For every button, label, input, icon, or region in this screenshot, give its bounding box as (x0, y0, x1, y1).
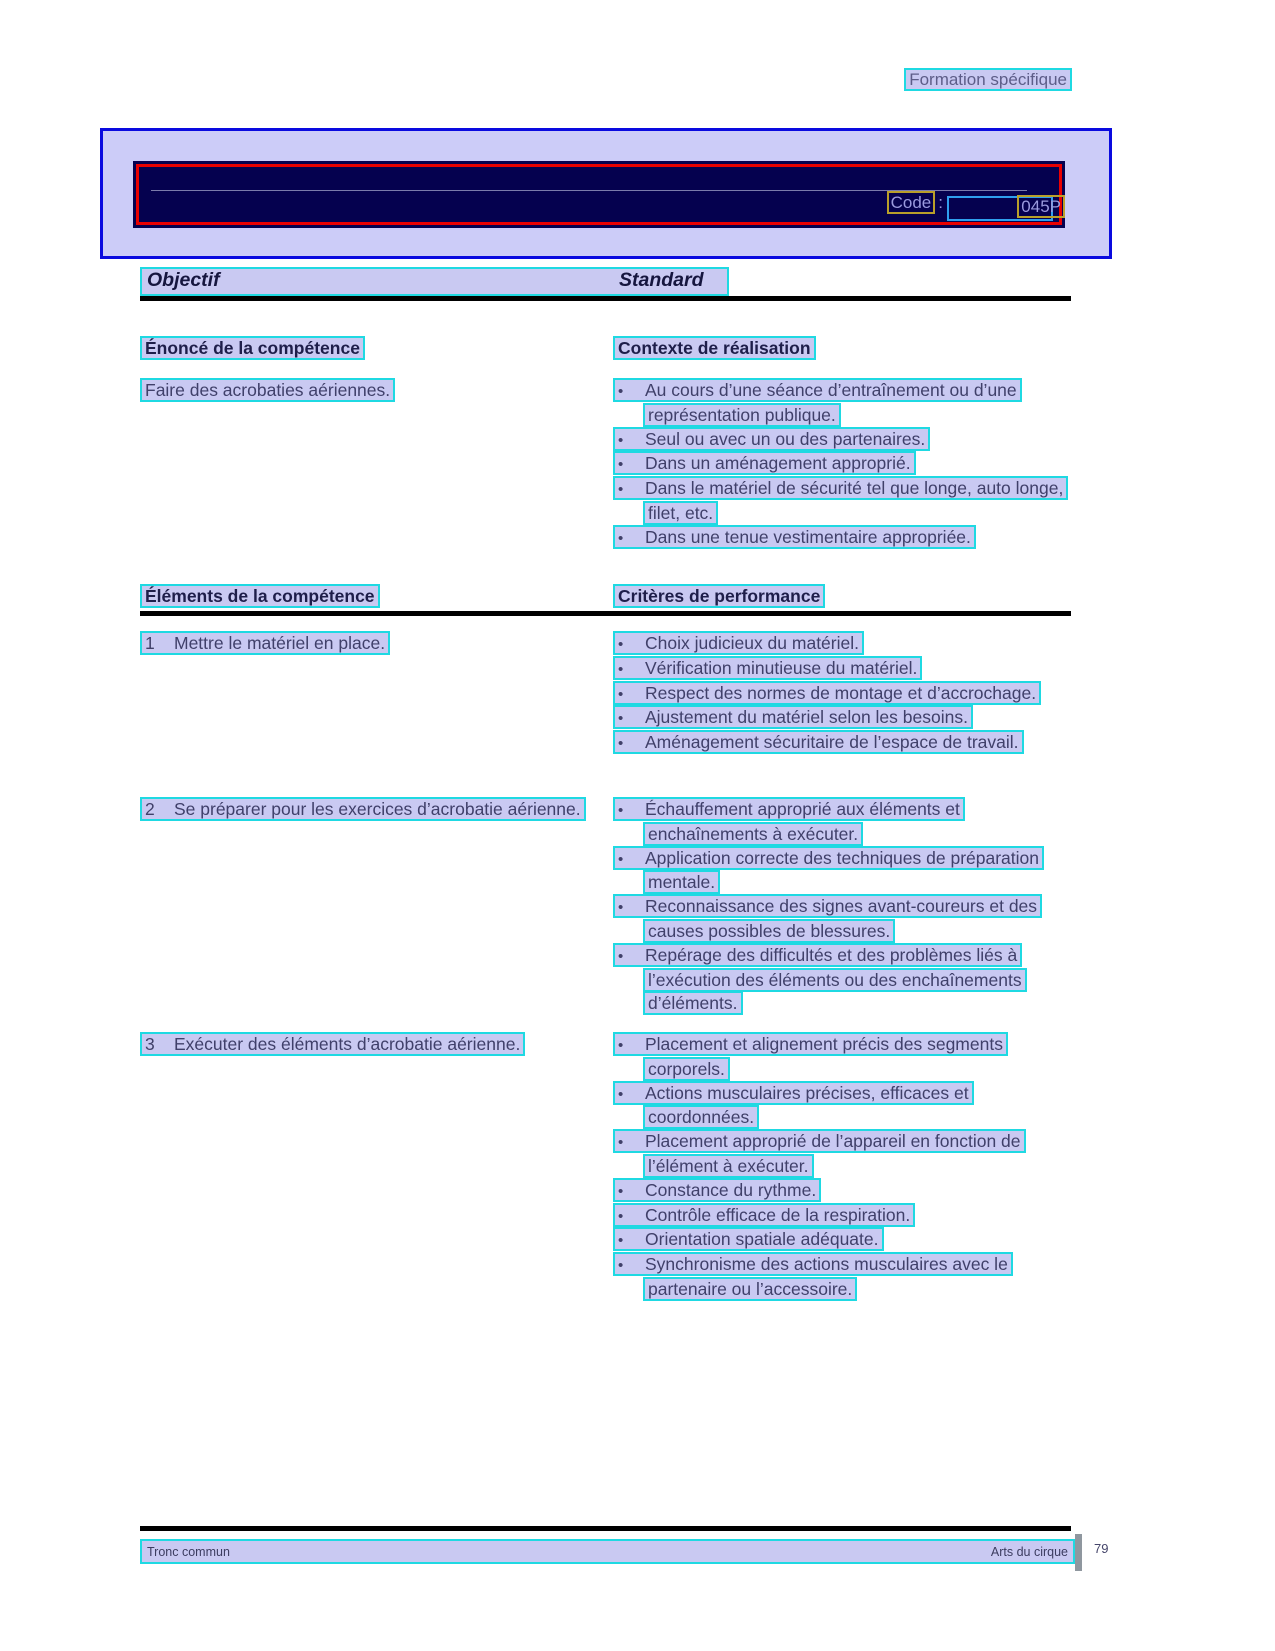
criteria-text: Respect des normes de montage et d’accrochage. (645, 682, 1037, 703)
horizontal-rule (140, 611, 1071, 616)
performance-criteria-list (613, 632, 1065, 756)
bullet-list (613, 632, 1065, 756)
performance-criteria-header: Critères de performance (613, 586, 825, 607)
criteria-item (613, 1082, 1065, 1131)
highlighted-text (613, 656, 922, 680)
criteria-item (613, 526, 1065, 551)
highlighted-text (613, 476, 1068, 525)
highlighted-text (613, 681, 1041, 705)
highlighted-text (613, 1178, 821, 1202)
bullet-icon (618, 453, 645, 477)
competence-elements-header: Éléments de la compétence (140, 586, 380, 607)
highlighted-text (613, 525, 976, 549)
highlighted-text (613, 943, 1027, 1016)
item-number: 3 (145, 1034, 155, 1054)
competence-element (140, 632, 634, 656)
bullet-icon (618, 429, 645, 453)
section-heading-strip (140, 267, 729, 296)
bullet-icon (618, 1180, 645, 1204)
criteria-text: Orientation spatiale adéquate. (645, 1229, 879, 1250)
bullet-icon (618, 848, 645, 872)
title-banner (100, 128, 1112, 259)
criteria-item (613, 847, 1065, 896)
highlighted-text (613, 730, 1024, 754)
page-header-label: Formation spécifique (904, 68, 1072, 91)
item-text: Mettre le matériel en place. (174, 633, 386, 653)
code-field-row (887, 193, 1061, 221)
bullet-icon (618, 896, 645, 920)
competence-element (140, 798, 634, 822)
criteria-text: Repérage des difficultés et des problèmes liés à l’exécution des éléments ou des enchaînements d’éléments. (645, 944, 1022, 1014)
criteria-item (613, 944, 1065, 1016)
highlighted-text (613, 1252, 1013, 1301)
bullet-icon (618, 1034, 645, 1058)
criteria-item (613, 1204, 1065, 1229)
criteria-item (613, 798, 1065, 847)
highlighted-text (140, 631, 390, 655)
code-label: Code (887, 191, 936, 214)
criteria-text: Dans une tenue vestimentaire appropriée. (645, 526, 971, 547)
highlighted-text (613, 1032, 1008, 1081)
highlighted-text (613, 378, 1022, 427)
bullet-icon (618, 732, 645, 756)
criteria-text: Contrôle efficace de la respiration. (645, 1204, 911, 1225)
bullet-icon (618, 1229, 645, 1253)
highlighted-text (613, 705, 973, 729)
bullet-icon (618, 945, 645, 969)
highlighted-text (140, 1032, 525, 1056)
realisation-context-header: Contexte de réalisation (613, 338, 816, 359)
criteria-item (613, 731, 1065, 756)
performance-criteria-list (613, 1033, 1065, 1302)
criteria-text: Choix judicieux du matériel. (645, 633, 859, 653)
highlighted-text (613, 1129, 1026, 1178)
bullet-icon (618, 658, 645, 682)
criteria-item (613, 379, 1065, 428)
competence-statement: Faire des acrobaties aériennes. (140, 379, 395, 403)
page-footer (140, 1539, 1075, 1564)
criteria-text: Échauffement approprié aux éléments et enchaînements à exécuter. (645, 799, 960, 844)
bullet-icon (618, 380, 645, 404)
bullet-list (613, 1033, 1065, 1302)
criteria-item (613, 1228, 1065, 1253)
footer-left-label: Tronc commun (147, 1544, 230, 1559)
criteria-text: Vérification minutieuse du matériel. (645, 657, 918, 678)
item-number: 1 (145, 633, 155, 653)
criteria-text: Placement approprié de l’appareil en fonction de l’élément à exécuter. (645, 1131, 1021, 1176)
bullet-icon (618, 1205, 645, 1229)
horizontal-rule (140, 1526, 1071, 1531)
title-banner-inner (136, 164, 1062, 225)
code-value-field (947, 196, 1061, 221)
highlighted-text (613, 797, 965, 846)
item-number: 2 (145, 799, 155, 819)
criteria-text: Ajustement du matériel selon les besoins. (645, 707, 968, 728)
criteria-item (613, 682, 1065, 707)
criteria-text: Placement et alignement précis des segments corporels. (645, 1034, 1003, 1079)
standard-heading: Standard (619, 269, 704, 291)
criteria-item (613, 657, 1065, 682)
criteria-item (613, 452, 1065, 477)
highlighted-text (613, 631, 864, 655)
criteria-item (613, 477, 1065, 526)
bullet-icon (618, 1131, 645, 1155)
criteria-text: Actions musculaires précises, efficaces et coordonnées. (645, 1082, 969, 1128)
highlighted-text (613, 894, 1042, 943)
highlighted-text (613, 1081, 974, 1130)
item-text: Exécuter des éléments d’acrobatie aérienne. (174, 1034, 521, 1054)
criteria-text: Reconnaissance des signes avant-coureurs et des causes possibles de blessures. (645, 896, 1038, 941)
competence-element (140, 1033, 634, 1057)
criteria-text: Seul ou avec un ou des partenaires. (645, 428, 926, 449)
highlighted-text (613, 427, 930, 451)
footer-right-label: Arts du cirque (990, 1544, 1068, 1559)
highlighted-text (613, 846, 1044, 895)
criteria-item (613, 706, 1065, 731)
highlighted-text (613, 1203, 915, 1227)
code-separator: : (938, 193, 943, 212)
bullet-list (613, 379, 1065, 551)
realisation-context-list (613, 379, 1065, 551)
criteria-text: Dans un aménagement approprié. (645, 453, 911, 474)
criteria-item (613, 1253, 1065, 1302)
highlighted-text (613, 451, 916, 475)
criteria-item (613, 428, 1065, 453)
item-text: Se préparer pour les exercices d’acrobatie aérienne. (174, 799, 581, 819)
horizontal-rule (140, 296, 1071, 301)
bullet-icon (618, 707, 645, 731)
footer-cursor-bar (1075, 1534, 1082, 1571)
bullet-icon (618, 1083, 645, 1107)
performance-criteria-list (613, 798, 1065, 1016)
bullet-icon (618, 683, 645, 707)
criteria-text: Aménagement sécuritaire de l’espace de travail. (645, 732, 1019, 753)
bullet-icon (618, 478, 645, 502)
criteria-item (613, 632, 1065, 657)
criteria-item (613, 1179, 1065, 1204)
criteria-text: Dans le matériel de sécurité tel que longe, auto longe, filet, etc. (645, 478, 1064, 523)
bullet-icon (618, 527, 645, 551)
code-value: 045P (1017, 195, 1065, 218)
criteria-text: Au cours d’une séance d’entraînement ou d’une représentation publique. (645, 380, 1017, 425)
bullet-icon (618, 1254, 645, 1278)
page-number: 79 (1094, 1541, 1109, 1556)
highlighted-text (613, 1227, 884, 1251)
highlighted-text (140, 797, 586, 821)
bullet-icon (618, 799, 645, 823)
page-header (904, 70, 1072, 90)
competence-statement-header: Énoncé de la compétence (140, 338, 365, 359)
criteria-text: Synchronisme des actions musculaires avec le partenaire ou l’accessoire. (645, 1254, 1008, 1299)
bullet-list (613, 798, 1065, 1016)
criteria-text: Constance du rythme. (645, 1179, 817, 1200)
criteria-text: Application correcte des techniques de préparation mentale. (645, 847, 1039, 893)
criteria-item (613, 1130, 1065, 1179)
criteria-item (613, 1033, 1065, 1082)
bullet-icon (618, 633, 645, 657)
criteria-item (613, 895, 1065, 944)
objectif-heading: Objectif (147, 269, 220, 291)
